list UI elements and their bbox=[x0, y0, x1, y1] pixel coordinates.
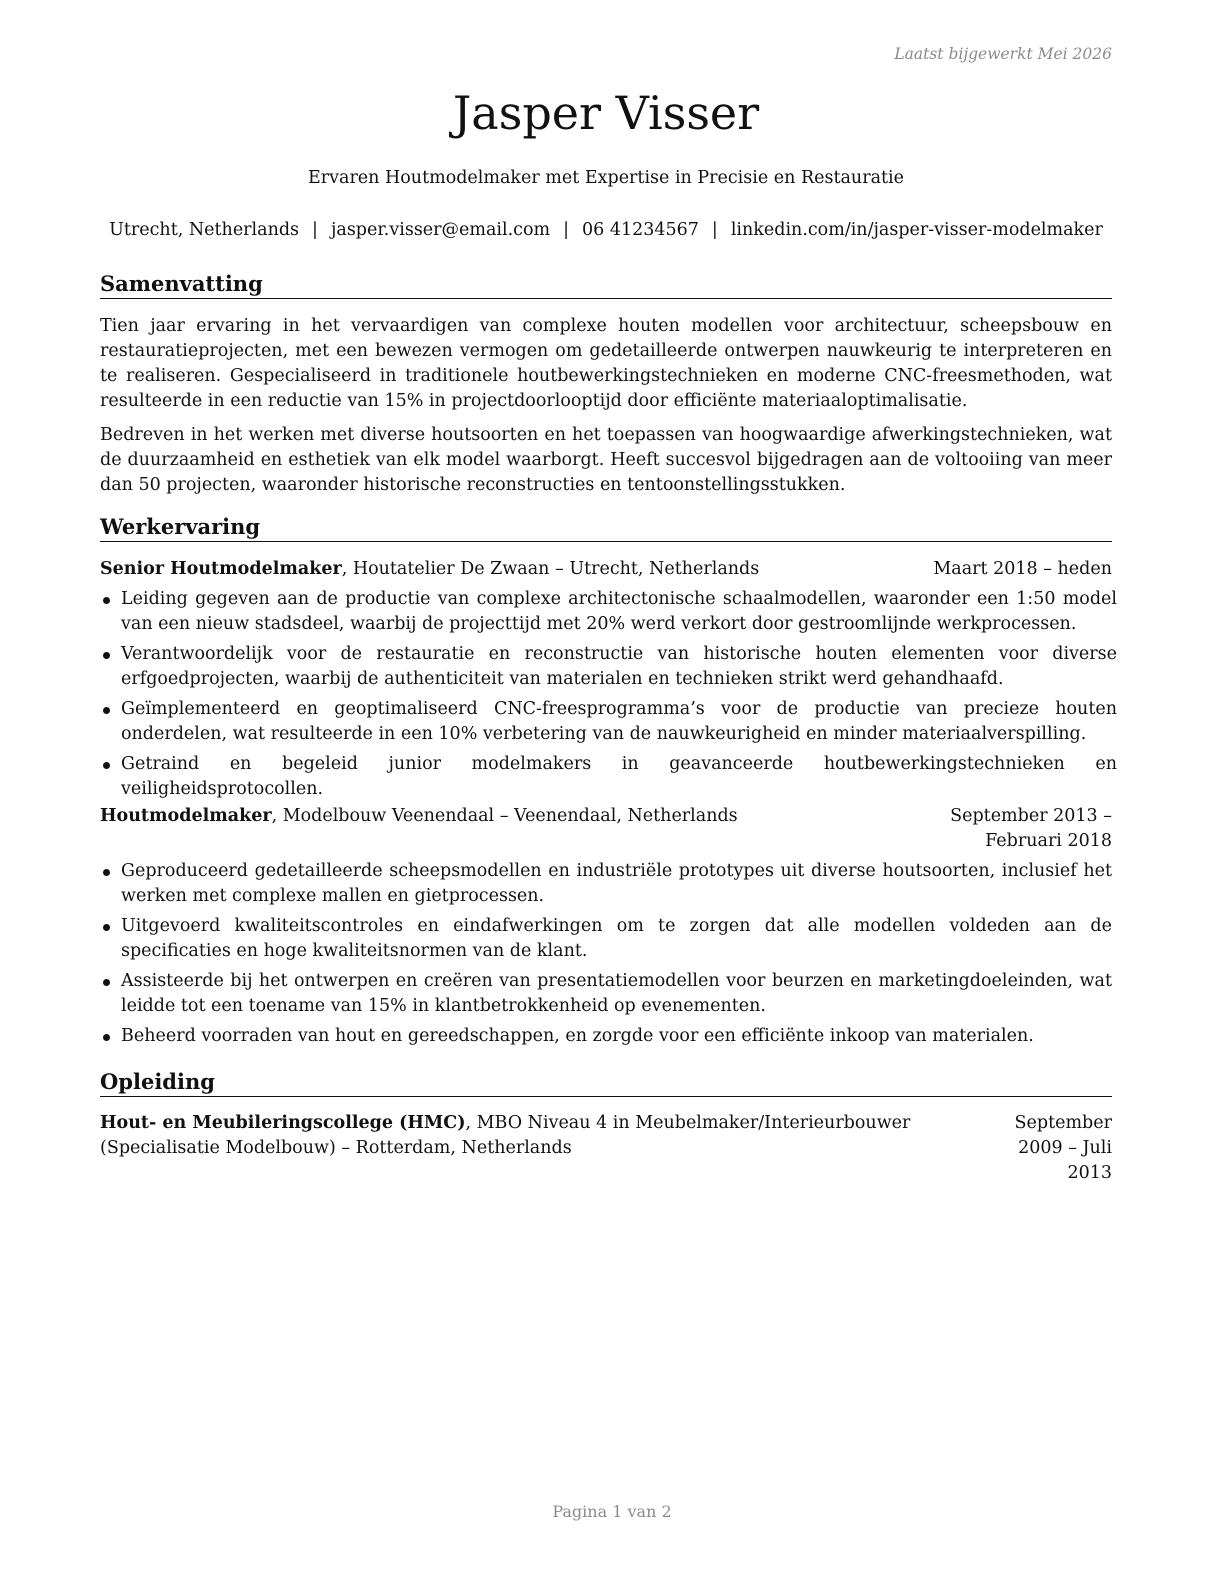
experience-heading: Werkervaring bbox=[100, 514, 1112, 542]
list-item bbox=[100, 914, 1112, 964]
bullet-text: Geïmplementeerd en geoptimaliseerd CNC-freesprogramma’s voor de productie van precieze houten onderdelen, wat resulteerde in een 10% verbetering van de nauwkeurigheid en minder materiaalverspilling. bbox=[121, 699, 1117, 744]
tagline: Ervaren Houtmodelmaker met Expertise in Precisie en Restauratie bbox=[307, 168, 904, 188]
bullet-icon bbox=[103, 652, 110, 659]
education-heading: Opleiding bbox=[100, 1069, 1112, 1097]
bullet-text: Geproduceerd gedetailleerde scheepsmodellen en industriële prototypes uit diverse houtsoorten, inclusief het werken met complexe mallen en gietprocessen. bbox=[121, 861, 1112, 906]
job-title: Houtmodelmaker bbox=[100, 806, 272, 826]
education-school: Hout- en Meubileringscollege (HMC) bbox=[100, 1113, 466, 1133]
bullet-text: Leiding gegeven aan de productie van complexe architectonische schaalmodellen, waaronder een 1:50 model van een nieuw stadsdeel, waarbij de projecttijd met 20% werd verkort door gestroomlijnde werkprocessen. bbox=[121, 589, 1117, 634]
list-item bbox=[100, 642, 1117, 692]
bullet-text: Assisteerde bij het ontwerpen en creëren van presentatiemodellen voor beurzen en marketingdoeleinden, wat leidde tot een toename van 15% in klantbetrokkenheid op evenementen. bbox=[121, 971, 1112, 1016]
education-line bbox=[100, 1111, 980, 1161]
bullet-icon bbox=[103, 1034, 110, 1041]
contact-phone: 06 41234567 bbox=[582, 220, 699, 240]
last-updated: Laatst bijgewerkt Mei 2026 bbox=[894, 45, 1112, 63]
job-header-2 bbox=[100, 804, 1112, 854]
summary-heading: Samenvatting bbox=[100, 271, 1112, 299]
contact-linkedin[interactable]: linkedin.com/in/jasper-visser-modelmaker bbox=[730, 220, 1103, 240]
page-number: Pagina 1 van 2 bbox=[552, 1502, 672, 1521]
job-bullets-1 bbox=[100, 587, 1117, 807]
job-company: , Modelbouw Veenendaal – Veenendaal, Netherlands bbox=[271, 806, 738, 826]
list-item bbox=[100, 587, 1117, 637]
resume-page bbox=[100, 0, 1117, 1584]
bullet-text: Beheerd voorraden van hout en gereedschappen, en zorgde voor een efficiënte inkoop van materialen. bbox=[121, 1026, 1034, 1046]
contact-separator: | bbox=[563, 220, 570, 240]
list-item bbox=[100, 752, 1117, 802]
summary-paragraph-1: Tien jaar ervaring in het vervaardigen van complexe houten modellen voor architectuur, scheepsbouw en restauratieprojecten, met een bewezen vermogen om gedetailleerde ontwerpen nauwkeurig te interpreteren en te realiseren. Gespecialiseerd in traditionele houtbewerkingstechnieken en moderne CNC-freesmethoden, wat resulteerde in een reductie van 15% in projectdoorlooptijd door efficiënte materiaaloptimalisatie. bbox=[100, 316, 1112, 411]
contact-separator: | bbox=[711, 220, 718, 240]
list-item bbox=[100, 969, 1112, 1019]
job-dates: Maart 2018 – heden bbox=[933, 559, 1112, 579]
job-bullets-2 bbox=[100, 859, 1112, 1054]
bullet-icon bbox=[103, 597, 110, 604]
job-dates: September 2013 – Februari 2018 bbox=[950, 806, 1112, 851]
bullet-icon bbox=[103, 979, 110, 986]
bullet-icon bbox=[103, 869, 110, 876]
list-item bbox=[100, 697, 1117, 747]
bullet-icon bbox=[103, 924, 110, 931]
bullet-text: Verantwoordelijk voor de restauratie en reconstructie van historische houten elementen voor diverse erfgoedprojecten, waarbij de authenticiteit van materialen en technieken strikt werd gehandhaafd. bbox=[121, 644, 1117, 689]
job-company: , Houtatelier De Zwaan – Utrecht, Netherlands bbox=[341, 559, 760, 579]
bullet-icon bbox=[103, 762, 110, 769]
job-title-line bbox=[100, 804, 738, 854]
job-title: Senior Houtmodelmaker bbox=[100, 559, 342, 579]
education-dates: September 2009 – Juli 2013 bbox=[1014, 1113, 1112, 1183]
bullet-text: Uitgevoerd kwaliteitscontroles en eindafwerkingen om te zorgen dat alle modellen voldeden aan de specificaties en hoge kwaliteitsnormen van de klant. bbox=[121, 916, 1112, 961]
contact-separator: | bbox=[312, 220, 318, 240]
education-details: , MBO Niveau 4 in Meubelmaker/Interieurbouwer (Specialisatie Modelbouw) – Rotterdam, Netherlands bbox=[100, 1113, 911, 1158]
contact-location: Utrecht, Netherlands bbox=[109, 220, 300, 240]
bullet-icon bbox=[103, 707, 110, 714]
job-header-1 bbox=[100, 557, 1112, 582]
contact-line bbox=[70, 220, 1142, 240]
list-item bbox=[100, 859, 1112, 909]
list-item bbox=[100, 1024, 1112, 1049]
education-entry bbox=[100, 1111, 1112, 1183]
bullet-text: Getraind en begeleid junior modelmakers in geavanceerde houtbewerkingstechnieken en veiligheidsprotocollen. bbox=[121, 754, 1117, 799]
contact-email[interactable]: jasper.visser@email.com bbox=[330, 220, 551, 240]
candidate-name: Jasper Visser bbox=[452, 86, 760, 140]
summary-paragraph-2: Bedreven in het werken met diverse houtsoorten en het toepassen van hoogwaardige afwerkingstechnieken, wat de duurzaamheid en esthetiek van elk model waarborgt. Heeft succesvol bijgedragen aan de voltooiing van meer dan 50 projecten, waaronder historische reconstructies en tentoonstellingsstukken. bbox=[100, 425, 1112, 495]
job-title-line bbox=[100, 557, 759, 582]
